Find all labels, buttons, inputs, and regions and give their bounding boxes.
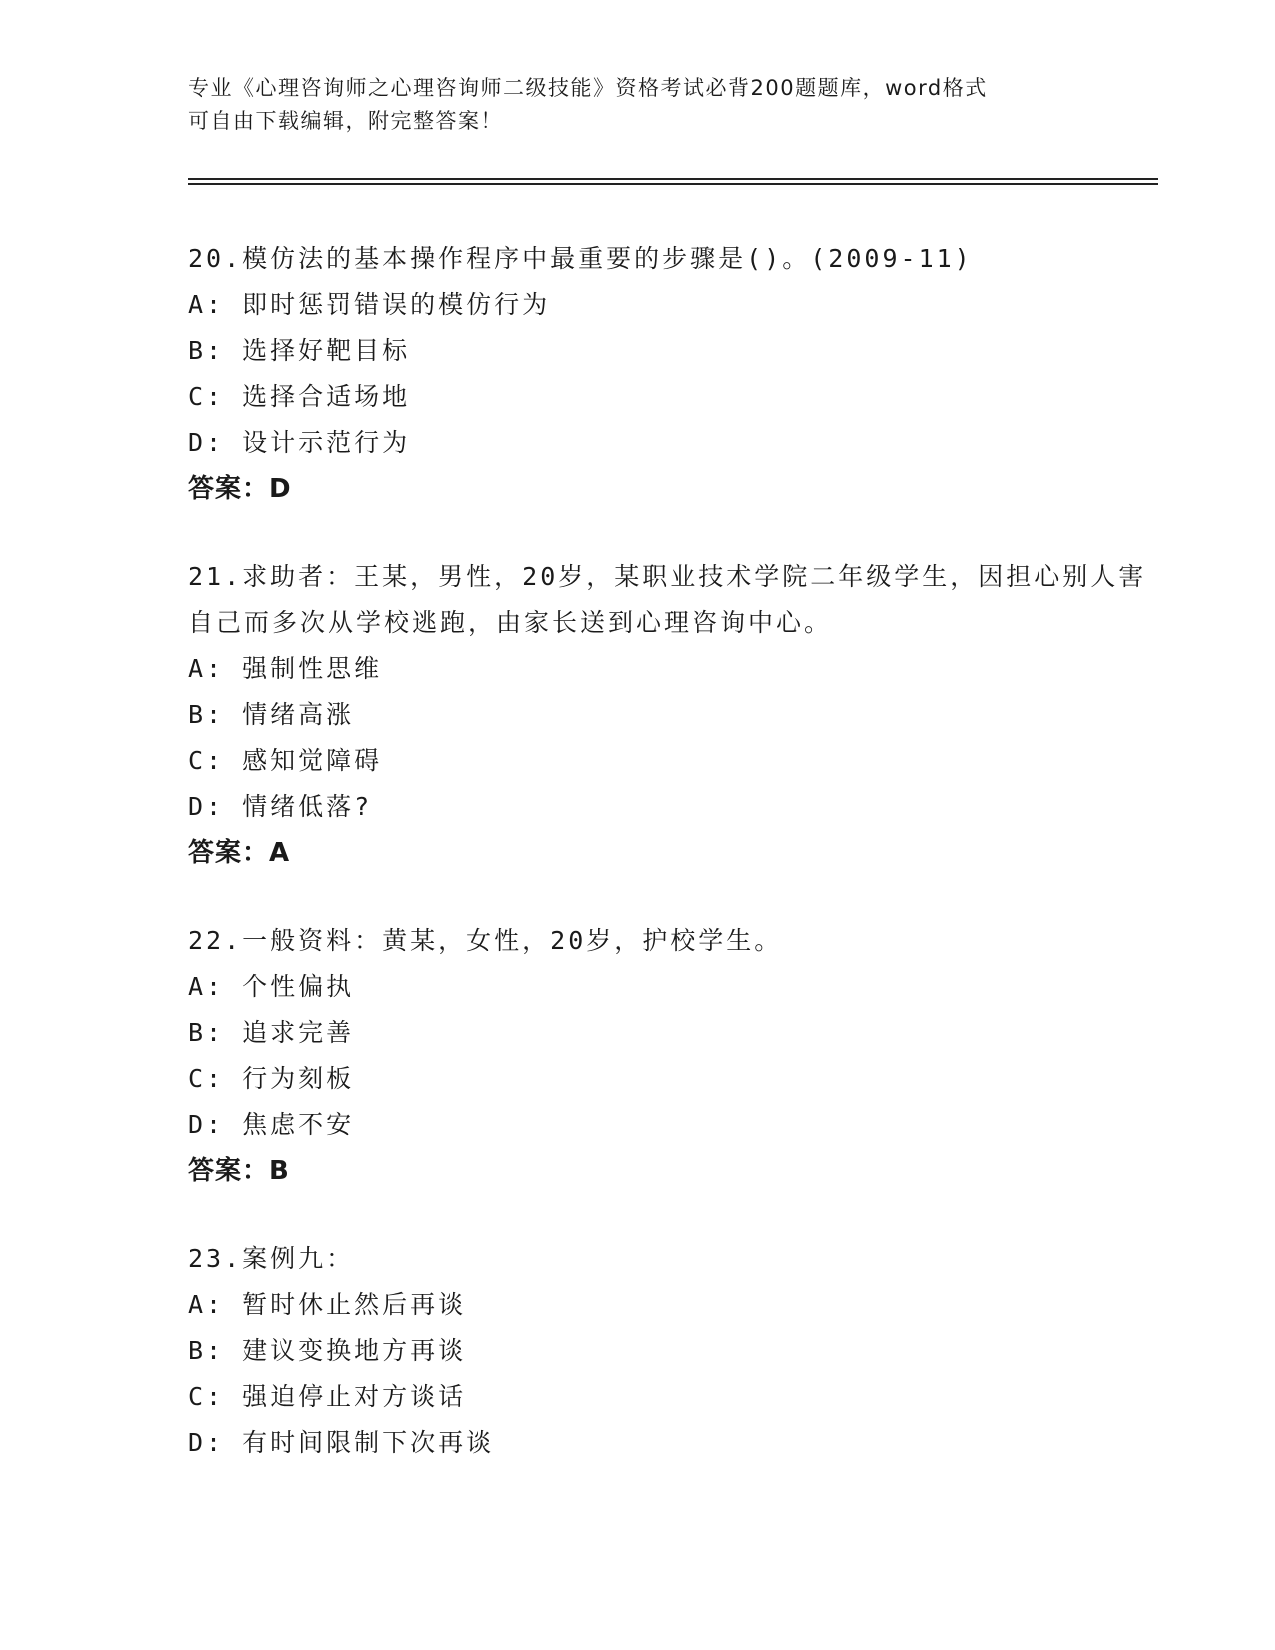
question-list [188,236,1148,1508]
option-d: D: 设计示范行为 [188,428,411,457]
answer-line: 答案：A [188,838,291,868]
option-c: C: 感知觉障碍 [188,746,383,775]
question-text: 21.求助者：王某，男性，20岁，某职业技术学院二年级学生，因担心别人害自己而多次从学校逃跑，由家长送到心理咨询中心。 [188,562,1147,637]
question-text: 23.案例九： [188,1244,355,1273]
question-20 [188,236,1148,512]
question-22 [188,918,1148,1194]
option-d: D: 情绪低落? [188,792,373,821]
question-text: 20.模仿法的基本操作程序中最重要的步骤是()。(2009-11) [188,244,973,273]
option-c: C: 行为刻板 [188,1064,355,1093]
header-rule-top [188,178,1158,180]
option-b: B: 建议变换地方再谈 [188,1336,467,1365]
option-b: B: 选择好靶目标 [188,336,411,365]
document-header [188,72,1088,138]
option-c: C: 强迫停止对方谈话 [188,1382,467,1411]
question-text: 22.一般资料：黄某，女性，20岁，护校学生。 [188,926,783,955]
option-d: D: 有时间限制下次再谈 [188,1428,495,1457]
header-line-1: 专业《心理咨询师之心理咨询师二级技能》资格考试必背200题题库，word格式 [188,76,988,100]
option-d: D: 焦虑不安 [188,1110,355,1139]
header-line-2: 可自由下载编辑，附完整答案！ [188,109,503,133]
header-rule-bottom [188,183,1158,185]
option-a: A: 即时惩罚错误的模仿行为 [188,290,551,319]
option-c: C: 选择合适场地 [188,382,411,411]
answer-line: 答案：D [188,474,292,504]
question-23 [188,1236,1148,1466]
answer-line: 答案：B [188,1156,290,1186]
option-a: A: 个性偏执 [188,972,355,1001]
option-b: B: 情绪高涨 [188,700,355,729]
option-b: B: 追求完善 [188,1018,355,1047]
option-a: A: 强制性思维 [188,654,383,683]
question-21 [188,554,1148,876]
option-a: A: 暂时休止然后再谈 [188,1290,467,1319]
